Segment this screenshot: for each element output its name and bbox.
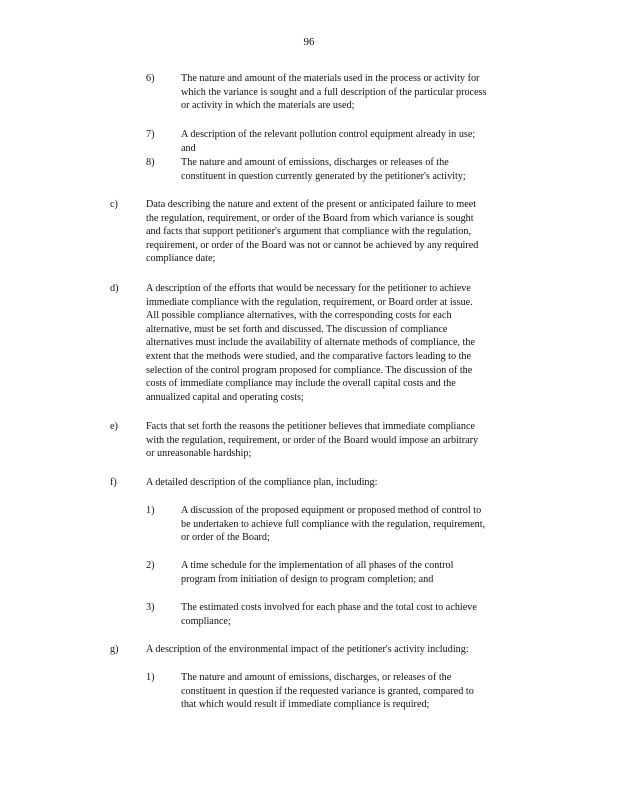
- text-line: or unreasonable hardship;: [146, 448, 252, 460]
- list-item-text: [181, 671, 533, 712]
- list-item-text: [181, 128, 533, 155]
- text-line: annualized capital and operating costs;: [146, 391, 304, 403]
- text-line: the regulation, requirement, or order of the Board from which variance is sought: [146, 212, 474, 224]
- list-item-marker: 3): [146, 602, 155, 613]
- list-item-text: [146, 476, 533, 490]
- list-item-marker: 2): [146, 560, 155, 571]
- list-item-text: [146, 282, 533, 404]
- text-line: requirement, or order of the Board was not or cannot be achieved by any required: [146, 239, 479, 251]
- text-line: extent that the methods were studied, and the comparative factors leading to the: [146, 350, 472, 362]
- list-item-text: [181, 559, 533, 586]
- list-item-marker: g): [110, 644, 119, 655]
- text-line: The nature and amount of emissions, discharges or releases of the: [181, 157, 449, 168]
- list-item-text: [146, 420, 533, 461]
- text-line: that which would result if immediate compliance is required;: [181, 699, 430, 711]
- text-line: program from initiation of design to program completion; and: [181, 573, 434, 585]
- text-line: A discussion of the proposed equipment or proposed method of control to: [181, 505, 482, 516]
- list-item-marker: c): [110, 199, 118, 210]
- text-line: or activity in which the materials are used;: [181, 100, 355, 112]
- text-line: A time schedule for the implementation of all phases of the control: [181, 560, 454, 571]
- page-number: 96: [303, 36, 315, 48]
- text-line: costs of immediate compliance may include the overall capital costs and the: [146, 378, 456, 390]
- list-item-marker: 7): [146, 129, 155, 140]
- text-line: Facts that set forth the reasons the petitioner believes that immediate compliance: [146, 421, 476, 432]
- text-line: A description of the relevant pollution control equipment already in use;: [181, 129, 476, 140]
- list-item-marker: 1): [146, 672, 155, 683]
- text-line: with the regulation, requirement, or order of the Board would impose an arbitrary: [146, 434, 479, 446]
- text-line: alternatives must include the availability of alternate methods of compliance, the: [146, 337, 475, 349]
- text-line: alternative, must be set forth and discussed. The discussion of compliance: [146, 323, 448, 335]
- list-item-marker: 6): [146, 73, 155, 84]
- list-item-marker: f): [110, 477, 117, 488]
- text-line: immediate compliance with the regulation, requirement, or Board order at issue.: [146, 296, 473, 308]
- text-line: A description of the efforts that would be necessary for the petitioner to achieve: [146, 283, 471, 294]
- list-item-marker: 1): [146, 505, 155, 516]
- list-item-text: [181, 72, 533, 113]
- list-item-text: [181, 601, 533, 628]
- text-line: or order of the Board;: [181, 532, 270, 544]
- list-item-text: [181, 156, 533, 183]
- text-line: The nature and amount of emissions, discharges, or releases of the: [181, 672, 452, 683]
- list-item-text: [146, 198, 533, 266]
- text-line: selection of the control program proposed for compliance. The discussion of the: [146, 364, 473, 376]
- text-line: All possible compliance alternatives, with the corresponding costs for each: [146, 310, 452, 322]
- list-item-marker: e): [110, 421, 118, 432]
- text-line: and facts that support petitioner's argument that compliance with the regulation,: [146, 226, 472, 238]
- list-item-text: [181, 504, 533, 545]
- list-item-marker: d): [110, 283, 119, 294]
- text-line: constituent in question if the requested variance is granted, compared to: [181, 685, 474, 697]
- text-line: constituent in question currently generated by the petitioner's activity;: [181, 170, 466, 182]
- text-line: compliance;: [181, 615, 231, 627]
- list-item-text: [146, 643, 533, 657]
- text-line: A detailed description of the compliance plan, including:: [146, 477, 378, 488]
- text-line: which the variance is sought and a full description of the particular process: [181, 86, 487, 98]
- text-line: A description of the environmental impact of the petitioner's activity including:: [146, 644, 469, 655]
- text-line: and: [181, 142, 196, 154]
- list-item-marker: 8): [146, 157, 155, 168]
- text-line: compliance date;: [146, 253, 216, 265]
- text-line: The estimated costs involved for each phase and the total cost to achieve: [181, 602, 477, 613]
- text-line: be undertaken to achieve full compliance with the regulation, requirement,: [181, 518, 486, 530]
- text-line: The nature and amount of the materials used in the process or activity for: [181, 73, 480, 84]
- text-line: Data describing the nature and extent of the present or anticipated failure to meet: [146, 199, 477, 210]
